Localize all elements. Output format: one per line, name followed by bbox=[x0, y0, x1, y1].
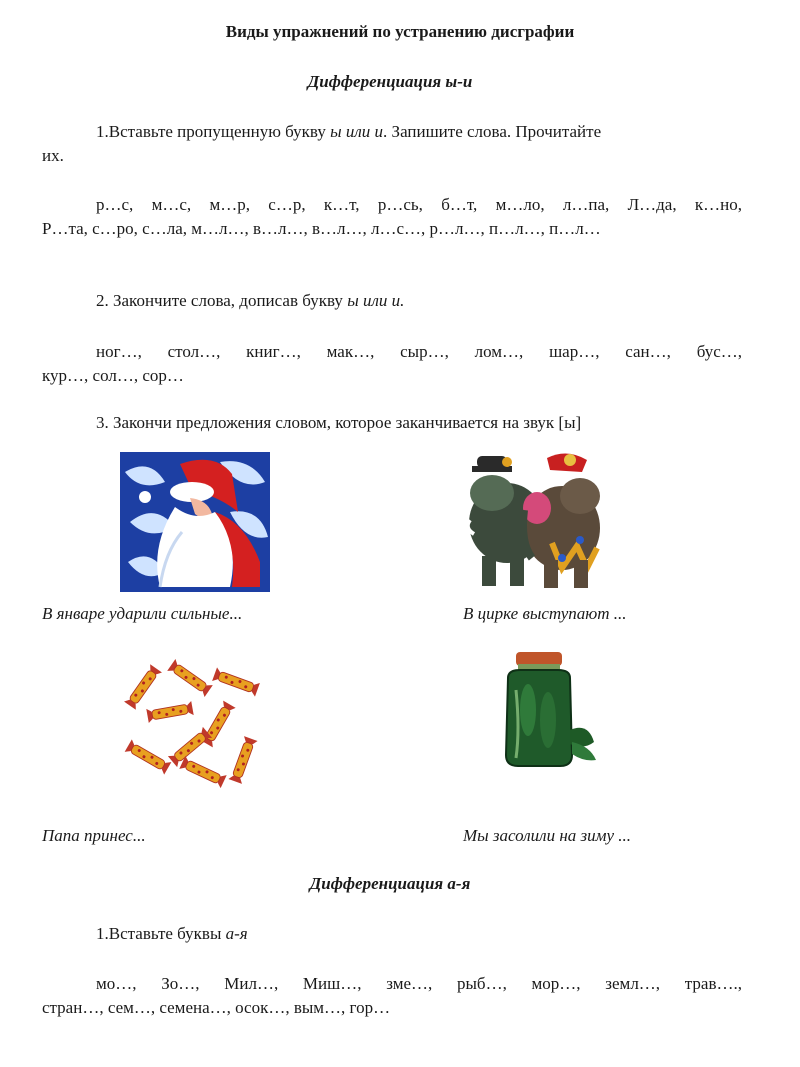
task3-instruction: 3. Закончи предложения словом, которое заканчивается на звук [ы] bbox=[96, 413, 582, 432]
caption-pickles: Мы засолили на зиму ... bbox=[463, 826, 632, 845]
task1-words-line1: р…с, м…с, м…р, с…р, к…т, р…сь, б…т, м…ло, л…па, Л…да, к…но, bbox=[96, 195, 742, 214]
section2-task1-instruction bbox=[42, 922, 742, 946]
section2-task1-letters: а-я bbox=[225, 924, 248, 943]
frost-picture bbox=[120, 452, 270, 592]
task1-words-line2: Р…та, с…ро, с…ла, м…л…, в…л…, в…л…, л…с…, р…л…, п…л…, п…л… bbox=[42, 219, 601, 238]
task2-instruction bbox=[42, 289, 742, 313]
pickle-jar-picture bbox=[490, 650, 600, 770]
section2-words-line2: стран…, сем…, семена…, осок…, вым…, гор… bbox=[42, 998, 391, 1017]
section2-words-line1: мо…, Зо…, Мил…, Миш…, зме…, рыб…, мор…, земл…, трав…., bbox=[96, 974, 742, 993]
task2-lead: 2. Закончите слова, дописав букву bbox=[96, 291, 348, 310]
caption-circus: В цирке выступают ... bbox=[463, 604, 627, 623]
elephants-picture bbox=[462, 448, 604, 590]
task2-words-line1: ног…, стол…, книг…, мак…, сыр…, лом…, шар…, сан…, бус…, bbox=[96, 342, 742, 361]
task1-letters: ы или и bbox=[330, 122, 384, 141]
task1-tail2: их. bbox=[42, 146, 64, 165]
section-title-a-ya: Дифференциация а-я bbox=[309, 874, 471, 893]
task2-letters: ы или и. bbox=[347, 291, 405, 310]
task1-tail: . Запишите слова. Прочитайте bbox=[383, 122, 602, 141]
task1-lead: 1.Вставьте пропущенную букву bbox=[96, 122, 331, 141]
caption-frost: В январе ударили сильные... bbox=[42, 604, 243, 623]
caption-candies: Папа принес... bbox=[42, 826, 146, 845]
candies-picture bbox=[118, 652, 263, 797]
task1-instruction bbox=[42, 120, 742, 144]
page-title: Виды упражнений по устранению дисграфии bbox=[225, 22, 575, 41]
task2-words-line2: кур…, сол…, сор… bbox=[42, 366, 184, 385]
section2-task1-lead: 1.Вставьте буквы bbox=[96, 924, 226, 943]
section-title-y-i: Дифференциация ы-и bbox=[307, 72, 473, 91]
